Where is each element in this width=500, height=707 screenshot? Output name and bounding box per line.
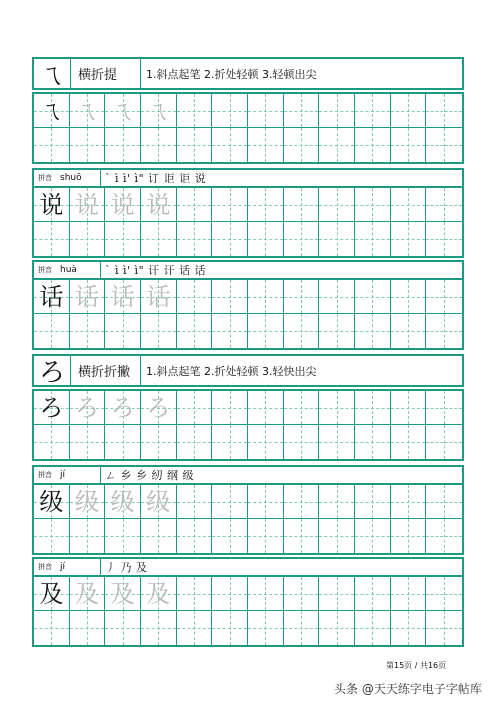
practice-cell[interactable] <box>248 485 284 519</box>
practice-cell[interactable] <box>319 314 355 348</box>
practice-cell[interactable] <box>284 222 320 256</box>
model-character: 及 <box>39 579 64 608</box>
stroke-rule-header <box>32 354 464 387</box>
practice-cell[interactable] <box>355 222 391 256</box>
practice-cell[interactable] <box>70 391 106 425</box>
practice-cell[interactable] <box>426 485 462 519</box>
practice-cell[interactable] <box>426 425 462 459</box>
practice-cell[interactable] <box>319 222 355 256</box>
pinyin-value: huà <box>60 265 77 275</box>
pinyin-label: 拼音 <box>38 471 52 479</box>
practice-cell[interactable] <box>391 577 427 611</box>
practice-cell[interactable] <box>141 425 177 459</box>
practice-cell[interactable] <box>284 611 320 645</box>
practice-cell[interactable] <box>141 314 177 348</box>
practice-cell[interactable] <box>105 314 141 348</box>
practice-cell[interactable] <box>284 425 320 459</box>
practice-cell[interactable] <box>177 188 213 222</box>
practice-cell[interactable] <box>177 391 213 425</box>
stroke-sample: ㄟ <box>34 59 71 88</box>
practice-cell[interactable] <box>355 611 391 645</box>
practice-cell[interactable] <box>212 485 248 519</box>
practice-cell[interactable] <box>426 222 462 256</box>
practice-cell[interactable] <box>212 280 248 314</box>
practice-cell[interactable] <box>212 222 248 256</box>
practice-cell[interactable] <box>391 314 427 348</box>
stroke-rule-header <box>32 57 464 90</box>
practice-cell[interactable] <box>34 519 70 553</box>
practice-cell[interactable] <box>34 222 70 256</box>
practice-cell[interactable] <box>391 94 427 128</box>
practice-cell[interactable] <box>34 188 70 222</box>
practice-cell[interactable] <box>34 391 70 425</box>
practice-cell[interactable] <box>284 519 320 553</box>
practice-cell[interactable] <box>355 391 391 425</box>
pinyin-label: 拼音 <box>38 563 52 571</box>
trace-character: ㄟ <box>146 96 171 125</box>
practice-cell[interactable] <box>141 391 177 425</box>
practice-cell[interactable] <box>391 519 427 553</box>
practice-cell[interactable] <box>70 188 106 222</box>
practice-cell[interactable] <box>212 425 248 459</box>
practice-cell[interactable] <box>355 280 391 314</box>
practice-cell[interactable] <box>248 94 284 128</box>
practice-cell[interactable] <box>70 611 106 645</box>
trace-character: ろ <box>146 393 171 422</box>
practice-cell[interactable] <box>177 611 213 645</box>
practice-cell[interactable] <box>212 611 248 645</box>
practice-cell[interactable] <box>248 519 284 553</box>
practice-cell[interactable] <box>248 188 284 222</box>
trace-character: 及 <box>110 579 135 608</box>
practice-cell[interactable] <box>355 519 391 553</box>
pinyin-bar <box>32 260 464 278</box>
practice-cell[interactable] <box>177 425 213 459</box>
practice-cell[interactable] <box>391 280 427 314</box>
practice-cell[interactable] <box>426 94 462 128</box>
trace-character: 及 <box>74 579 99 608</box>
trace-character: 说 <box>74 190 99 219</box>
practice-cell[interactable] <box>177 94 213 128</box>
trace-character: ㄟ <box>110 96 135 125</box>
practice-cell[interactable] <box>426 314 462 348</box>
practice-cell[interactable] <box>391 425 427 459</box>
practice-cell[interactable] <box>248 222 284 256</box>
trace-character: 级 <box>110 487 135 516</box>
trace-character: 话 <box>110 282 135 311</box>
stroke-tips: 1.斜点起笔 2.折处轻顿 3.轻顿出尖 <box>146 67 317 81</box>
stroke-sample: ろ <box>34 356 71 385</box>
practice-cell[interactable] <box>355 314 391 348</box>
practice-cell[interactable] <box>426 280 462 314</box>
practice-cell[interactable] <box>284 577 320 611</box>
pinyin-bar <box>32 168 464 186</box>
practice-cell[interactable] <box>105 611 141 645</box>
stroke-name: 横折提 <box>78 59 141 88</box>
practice-cell[interactable] <box>141 280 177 314</box>
practice-cell[interactable] <box>34 128 70 162</box>
practice-cell[interactable] <box>355 188 391 222</box>
practice-cell[interactable] <box>284 94 320 128</box>
practice-cell[interactable] <box>105 188 141 222</box>
practice-cell[interactable] <box>70 94 106 128</box>
practice-cell[interactable] <box>141 188 177 222</box>
practice-cell[interactable] <box>105 391 141 425</box>
character-practice-grid <box>32 483 464 555</box>
practice-cell[interactable] <box>70 280 106 314</box>
practice-cell[interactable] <box>355 425 391 459</box>
practice-cell[interactable] <box>141 94 177 128</box>
practice-cell[interactable] <box>319 94 355 128</box>
practice-cell[interactable] <box>141 519 177 553</box>
trace-character: 说 <box>110 190 135 219</box>
practice-cell[interactable] <box>426 577 462 611</box>
practice-cell[interactable] <box>355 485 391 519</box>
trace-character: 及 <box>146 579 171 608</box>
practice-cell[interactable] <box>177 577 213 611</box>
model-character: ろ <box>39 393 64 422</box>
practice-cell[interactable] <box>248 280 284 314</box>
practice-cell[interactable] <box>105 222 141 256</box>
pinyin-value: jí <box>60 470 66 480</box>
practice-cell[interactable] <box>105 128 141 162</box>
practice-cell[interactable] <box>319 611 355 645</box>
pinyin-bar <box>32 465 464 483</box>
trace-character: 说 <box>146 190 171 219</box>
practice-cell[interactable] <box>426 519 462 553</box>
practice-cell[interactable] <box>105 280 141 314</box>
pinyin-label: 拼音 <box>38 174 52 182</box>
stroke-tips: 1.斜点起笔 2.折处轻顿 3.轻快出尖 <box>146 364 317 378</box>
stroke-order: 丿 乃 及 <box>100 559 148 575</box>
practice-cell[interactable] <box>284 128 320 162</box>
practice-cell[interactable] <box>319 391 355 425</box>
practice-cell[interactable] <box>319 128 355 162</box>
practice-cell[interactable] <box>141 485 177 519</box>
practice-cell[interactable] <box>391 128 427 162</box>
practice-cell[interactable] <box>70 128 106 162</box>
practice-cell[interactable] <box>319 188 355 222</box>
practice-cell[interactable] <box>248 314 284 348</box>
practice-cell[interactable] <box>319 425 355 459</box>
practice-cell[interactable] <box>34 425 70 459</box>
practice-cell[interactable] <box>426 128 462 162</box>
practice-cell[interactable] <box>426 611 462 645</box>
practice-cell[interactable] <box>426 188 462 222</box>
practice-cell[interactable] <box>248 391 284 425</box>
practice-cell[interactable] <box>34 577 70 611</box>
practice-cell[interactable] <box>355 577 391 611</box>
practice-cell[interactable] <box>34 280 70 314</box>
practice-cell[interactable] <box>141 611 177 645</box>
practice-cell[interactable] <box>70 577 106 611</box>
practice-cell[interactable] <box>391 222 427 256</box>
pinyin-bar <box>32 557 464 575</box>
pinyin-value: shuō <box>60 173 82 183</box>
practice-cell[interactable] <box>141 222 177 256</box>
page-footer: 第15页 / 共16页 <box>386 661 447 670</box>
practice-cell[interactable] <box>105 519 141 553</box>
practice-cell[interactable] <box>355 128 391 162</box>
stroke-order: ` ì ì' ì" 订 讵 讵 说 <box>100 170 206 186</box>
trace-character: ろ <box>110 393 135 422</box>
practice-cell[interactable] <box>319 485 355 519</box>
practice-cell[interactable] <box>391 391 427 425</box>
model-character: 说 <box>39 190 64 219</box>
stroke-practice-grid <box>32 92 464 164</box>
practice-cell[interactable] <box>284 314 320 348</box>
practice-cell[interactable] <box>319 280 355 314</box>
stroke-order: ㄥ 乡 乡 纫 纲 级 <box>100 467 194 483</box>
pinyin-value: jí <box>60 562 66 572</box>
practice-cell[interactable] <box>177 280 213 314</box>
practice-cell[interactable] <box>391 188 427 222</box>
trace-character: ㄟ <box>74 96 99 125</box>
practice-cell[interactable] <box>70 485 106 519</box>
practice-cell[interactable] <box>391 485 427 519</box>
practice-cell[interactable] <box>34 611 70 645</box>
practice-cell[interactable] <box>177 128 213 162</box>
practice-cell[interactable] <box>284 391 320 425</box>
practice-cell[interactable] <box>141 128 177 162</box>
practice-cell[interactable] <box>177 314 213 348</box>
stroke-order: ` ì ì' ì" 讦 讦 话 话 <box>100 262 206 278</box>
trace-character: 级 <box>74 487 99 516</box>
practice-cell[interactable] <box>105 485 141 519</box>
trace-character: 话 <box>146 282 171 311</box>
practice-cell[interactable] <box>70 519 106 553</box>
practice-cell[interactable] <box>70 222 106 256</box>
character-practice-grid <box>32 278 464 350</box>
watermark-text: 头条 @天天练字电子字帖库 <box>334 682 482 696</box>
pinyin-label: 拼音 <box>38 266 52 274</box>
model-character: ㄟ <box>39 96 64 125</box>
practice-cell[interactable] <box>319 519 355 553</box>
character-practice-grid <box>32 186 464 258</box>
practice-cell[interactable] <box>212 314 248 348</box>
practice-cell[interactable] <box>284 485 320 519</box>
practice-cell[interactable] <box>248 425 284 459</box>
trace-character: 话 <box>74 282 99 311</box>
stroke-practice-grid <box>32 389 464 461</box>
practice-cell[interactable] <box>177 519 213 553</box>
trace-character: 级 <box>146 487 171 516</box>
practice-cell[interactable] <box>105 94 141 128</box>
practice-cell[interactable] <box>284 280 320 314</box>
stroke-name: 横折折撇 <box>78 356 141 385</box>
practice-cell[interactable] <box>319 577 355 611</box>
practice-cell[interactable] <box>212 519 248 553</box>
model-character: 话 <box>39 282 64 311</box>
practice-cell[interactable] <box>426 391 462 425</box>
practice-cell[interactable] <box>212 391 248 425</box>
practice-cell[interactable] <box>70 425 106 459</box>
practice-cell[interactable] <box>248 577 284 611</box>
practice-cell[interactable] <box>177 485 213 519</box>
practice-cell[interactable] <box>34 485 70 519</box>
practice-cell[interactable] <box>212 188 248 222</box>
practice-cell[interactable] <box>212 577 248 611</box>
practice-cell[interactable] <box>212 94 248 128</box>
practice-cell[interactable] <box>70 314 106 348</box>
practice-cell[interactable] <box>105 577 141 611</box>
practice-cell[interactable] <box>141 577 177 611</box>
practice-cell[interactable] <box>34 94 70 128</box>
practice-cell[interactable] <box>391 611 427 645</box>
trace-character: ろ <box>74 393 99 422</box>
practice-cell[interactable] <box>248 611 284 645</box>
practice-cell[interactable] <box>34 314 70 348</box>
practice-cell[interactable] <box>248 128 284 162</box>
character-practice-grid <box>32 575 464 647</box>
model-character: 级 <box>39 487 64 516</box>
practice-cell[interactable] <box>212 128 248 162</box>
practice-cell[interactable] <box>105 425 141 459</box>
practice-cell[interactable] <box>177 222 213 256</box>
practice-cell[interactable] <box>284 188 320 222</box>
practice-cell[interactable] <box>355 94 391 128</box>
